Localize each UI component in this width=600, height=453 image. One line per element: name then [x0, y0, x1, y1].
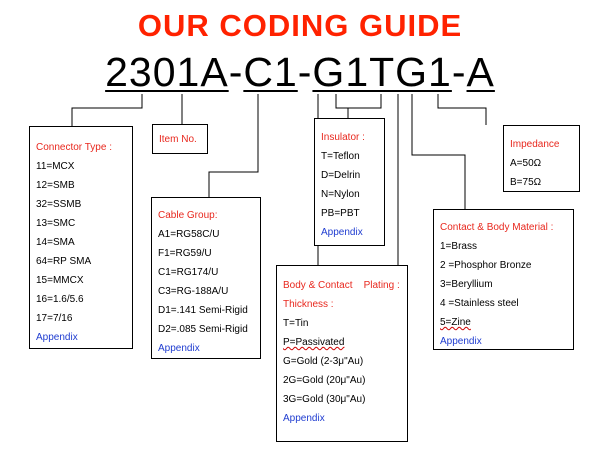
page-title: OUR CODING GUIDE: [137, 8, 463, 43]
cable-group-box: [151, 197, 261, 359]
code-segment-plating-insulator-material: G1TG1: [312, 49, 452, 95]
insulator-item: N=Nylon: [321, 189, 360, 200]
material-item: 4 =Stainless steel: [440, 298, 519, 309]
impedance-heading: Impedance: [510, 139, 560, 150]
connector-type-item: 14=SMA: [36, 237, 75, 248]
line-impedance: [438, 94, 486, 125]
connector-type-appendix-link[interactable]: Appendix: [36, 332, 78, 343]
cable-group-heading: Cable Group:: [158, 210, 218, 221]
insulator-item: D=Delrin: [321, 170, 361, 181]
insulator-heading: Insulator :: [321, 132, 365, 143]
cable-group-item: F1=RG59/U: [158, 248, 212, 259]
code-separator: -: [228, 49, 244, 95]
code-segment-cable: C1: [243, 49, 298, 95]
connector-type-item: 64=RP SMA: [36, 256, 92, 267]
plating-heading: Body & Contact Plating :: [283, 280, 400, 291]
impedance-item: B=75Ω: [510, 177, 542, 188]
line-insulator-t: [348, 94, 381, 108]
material-item: 3=Beryllium: [440, 279, 493, 290]
plating-item: G=Gold (2-3μ"Au): [283, 356, 364, 367]
cable-group-item: A1=RG58C/U: [158, 229, 220, 240]
connector-type-item: 12=SMB: [36, 180, 75, 191]
connector-type-heading: Connector Type :: [36, 142, 112, 153]
connector-type-item: 16=1.6/5.6: [36, 294, 84, 305]
insulator-appendix-link[interactable]: Appendix: [321, 227, 363, 238]
code-separator: -: [297, 49, 313, 95]
material-box: [433, 209, 574, 350]
line-cable-group: [209, 94, 258, 197]
plating-item: 3G=Gold (30μ"Au): [283, 394, 366, 405]
material-item: 2 =Phosphor Bronze: [440, 260, 532, 271]
cable-group-item: C1=RG174/U: [158, 267, 219, 278]
item-no-box: [152, 124, 208, 154]
connector-type-item: 17=7/16: [36, 313, 73, 324]
line-material: [412, 94, 465, 209]
material-item: 5=Zine: [440, 317, 471, 328]
cable-group-item: D1=.141 Semi-Rigid: [158, 305, 248, 316]
connector-type-item: 15=MMCX: [36, 275, 84, 286]
impedance-item: A=50Ω: [510, 158, 542, 169]
material-appendix-link[interactable]: Appendix: [440, 336, 482, 347]
plating-item: P=Passivated: [283, 337, 345, 348]
insulator-item: T=Teflon: [321, 151, 360, 162]
material-item: 1=Brass: [440, 241, 477, 252]
code-segment-connector-item: 2301A: [105, 49, 229, 95]
plating-box: [276, 265, 408, 442]
line-insulator: [336, 94, 348, 118]
cable-group-item: C3=RG-188A/U: [158, 286, 229, 297]
insulator-item: PB=PBT: [321, 208, 360, 219]
item-no-heading: Item No.: [159, 134, 197, 145]
plating-item: T=Tin: [283, 318, 309, 329]
connector-type-item: 32=SSMB: [36, 199, 82, 210]
plating-item: 2G=Gold (20μ"Au): [283, 375, 366, 386]
insulator-box: [314, 118, 385, 246]
impedance-box: [503, 125, 580, 192]
connector-type-box: [29, 126, 133, 349]
cable-group-appendix-link[interactable]: Appendix: [158, 343, 200, 354]
plating-heading-thickness: Thickness :: [283, 299, 334, 310]
connector-type-item: 13=SMC: [36, 218, 76, 229]
code-segment-impedance: A: [466, 49, 495, 95]
connector-type-item: 11=MCX: [36, 161, 75, 172]
material-heading: Contact & Body Material :: [440, 222, 554, 233]
cable-group-item: D2=.085 Semi-Rigid: [158, 324, 248, 335]
line-connector-type: [72, 94, 142, 126]
code-separator: -: [451, 49, 467, 95]
plating-appendix-link[interactable]: Appendix: [283, 413, 325, 424]
